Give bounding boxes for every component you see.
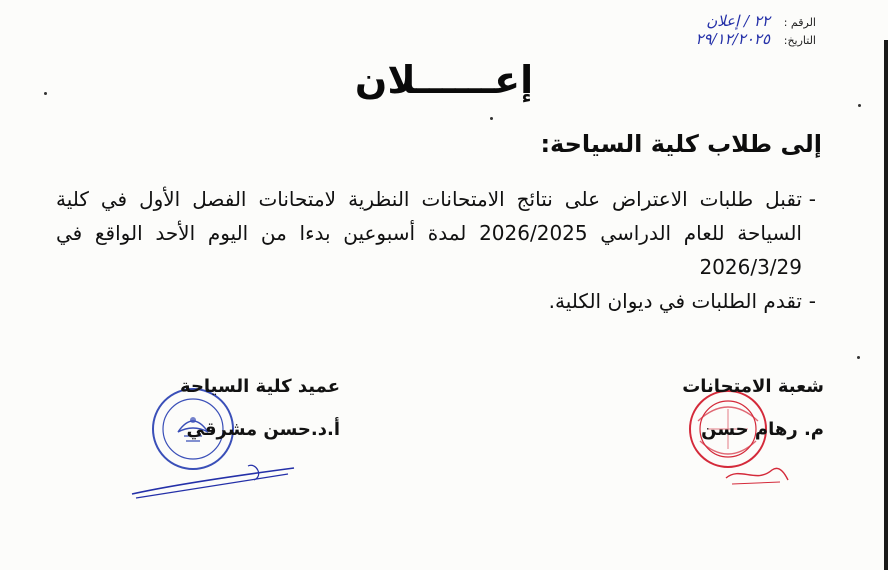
scan-speck: [490, 117, 493, 120]
announcement-item: - تقدم الطلبات في ديوان الكلية.: [56, 284, 816, 318]
document-meta: [576, 13, 816, 49]
handwritten-signature-icon: [128, 460, 298, 500]
dean-title: عميد كلية السياحة: [180, 376, 340, 397]
page-title: إعــــــلان: [354, 58, 534, 102]
exams-office-signature: [644, 376, 824, 440]
signature-area: [0, 372, 888, 570]
handwritten-signature-icon: [722, 458, 792, 488]
date-label: التاريخ:: [783, 34, 816, 47]
dean-signature: [150, 376, 340, 440]
date-row: [576, 31, 816, 49]
dean-name: أ.د.حسن مشرقي: [186, 419, 340, 440]
exams-office-name: م. رهام حسن: [701, 419, 824, 440]
number-label: الرقم :: [783, 16, 816, 29]
number-row: [576, 13, 816, 31]
scan-speck: [858, 104, 861, 107]
announcement-body: [56, 182, 816, 318]
date-value: ٢٩/١٢/٢٠٢٥: [695, 30, 770, 48]
announcement-item: - تقبل طلبات الاعتراض على نتائج الامتحانات النظرية لامتحانات الفصل الأول في كلية السياحة للعام الدراسي 2026/2025 لمدة أسبوعين بدءا من اليوم الأحد الواقع في 2026/3/29: [56, 182, 816, 284]
exams-office-title: شعبة الامتحانات: [682, 376, 824, 397]
scan-speck: [857, 356, 860, 359]
number-value: ٢٢ / إعلان: [706, 12, 770, 30]
addressee-heading: إلى طلاب كلية السياحة:: [540, 130, 822, 158]
